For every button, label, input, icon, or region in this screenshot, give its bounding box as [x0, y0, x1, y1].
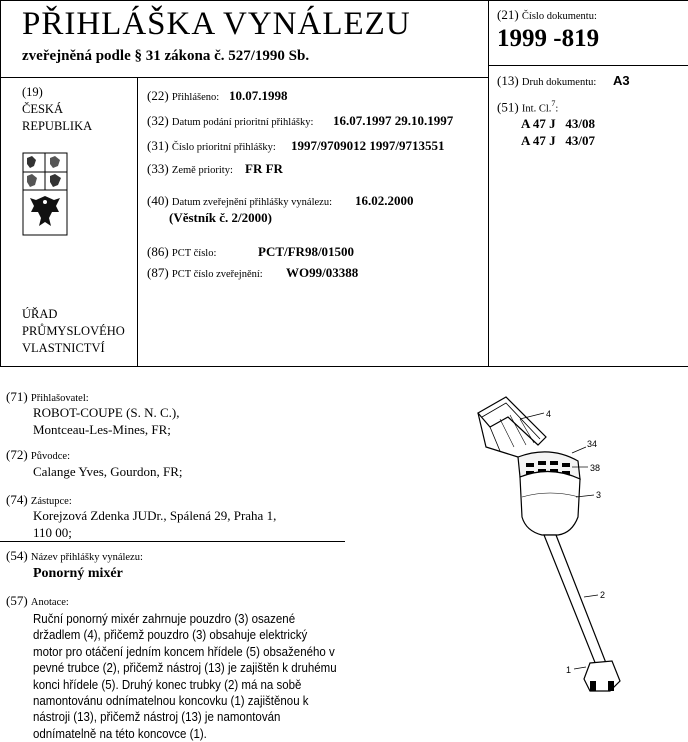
header-divider — [0, 77, 488, 78]
field-22: (22) Přihlášeno: — [147, 88, 220, 103]
field-40: (40) Datum zveřejnění přihlášky vynálezu: — [147, 193, 332, 208]
int-cl-class-2: A 47 J 43/07 — [521, 133, 596, 148]
document-kind: A3 — [613, 73, 630, 88]
document-kind-row: (13) Druh dokumentu: — [497, 73, 597, 88]
bottom-border — [0, 366, 688, 367]
field-31: (31) Číslo prioritní přihlášky: — [147, 138, 276, 153]
office-line-1: ÚŘAD — [22, 307, 58, 321]
abstract-label: (57) Anotace: — [6, 593, 69, 608]
figure-label-3: 3 — [596, 490, 602, 500]
country-name-2: REPUBLIKA — [22, 119, 93, 133]
applicant-line-1: ROBOT-COUPE (S. N. C.), — [33, 405, 180, 420]
agent-line-1: Korejzová Zdenka JUDr., Spálená 29, Praha 1, — [33, 508, 277, 523]
page-subtitle: zveřejněná podle § 31 zákona č. 527/1990 Sb. — [22, 48, 310, 64]
document-number-label: (21) Číslo dokumentu: — [497, 7, 597, 22]
invention-label: (54) Název přihlášky vynálezu: — [6, 548, 143, 563]
figure-label-38: 38 — [590, 463, 601, 473]
invention-name: Ponorný mixér — [33, 566, 123, 581]
document-number: 1999 -819 — [497, 25, 600, 52]
blender-drawing — [460, 385, 660, 710]
field-32: (32) Datum podání prioritní přihlášky: — [147, 113, 314, 128]
figure-label-34: 34 — [587, 439, 598, 449]
field-33-value: FR FR — [245, 161, 283, 176]
figure-label-2: 2 — [600, 590, 606, 600]
office-line-3: VLASTNICTVÍ — [22, 341, 105, 355]
right-column-hline — [488, 65, 688, 66]
field-86: (86) PCT číslo: — [147, 244, 217, 259]
page-title: PŘIHLÁŠKA VYNÁLEZU — [22, 6, 411, 42]
left-border — [0, 0, 1, 366]
field-87: (87) PCT číslo zveřejnění: — [147, 265, 263, 280]
figure-label-4: 4 — [546, 409, 552, 419]
field-40-bulletin: (Věstník č. 2/2000) — [169, 210, 272, 225]
int-cl-class-1: A 47 J 43/08 — [521, 116, 596, 131]
field-22-value: 10.07.1998 — [229, 88, 288, 103]
middle-column-divider — [137, 77, 138, 366]
agent-line-2: 110 00; — [33, 525, 72, 540]
coat-of-arms-emblem — [22, 152, 68, 241]
top-border — [0, 0, 688, 1]
country-name-1: ČESKÁ — [22, 102, 63, 116]
country-code: (19) — [22, 85, 43, 99]
originator-line-1: Calange Yves, Gourdon, FR; — [33, 464, 183, 479]
right-column-divider — [488, 0, 489, 366]
figure-label-1: 1 — [566, 665, 572, 675]
field-87-value: WO99/03388 — [286, 265, 359, 280]
agent-label: (74) Zástupce: — [6, 492, 72, 507]
field-32-value: 16.07.1997 29.10.1997 — [333, 113, 454, 128]
field-33: (33) Země priority: — [147, 161, 233, 176]
applicant-line-2: Montceau-Les-Mines, FR; — [33, 422, 171, 437]
field-86-value: PCT/FR98/01500 — [258, 244, 355, 259]
applicant-label: (71) Přihlašovatel: — [6, 389, 89, 404]
abstract-text: Ruční ponorný mixér zahrnuje pouzdro (3) osazené držadlem (4), přičemž pouzdro (3) obsahuje elektrický motor pro otáčení jedním koncem hřídele (5) obsaženého v pevné trubce (2), přičemž nástroj (13) je zajištěn k druhému konci hřídele (5). Druhý konec trubky (2) má na sobě namontovánu odnímatelnou koncovku (1) zajištěnou k nástroji (13), přičemž nástroj (13) je namontován odnímatelně na této koncovce (1). — [33, 612, 337, 741]
originator-label: (72) Původce: — [6, 447, 70, 462]
invention-divider — [0, 541, 345, 542]
field-40-value: 16.02.2000 — [355, 193, 414, 208]
office-line-2: PRŮMYSLOVÉHO — [22, 324, 125, 338]
field-31-value: 1997/9709012 1997/9713551 — [291, 138, 445, 153]
int-cl-label: (51) Int. Cl.$^7$: — [497, 99, 559, 115]
